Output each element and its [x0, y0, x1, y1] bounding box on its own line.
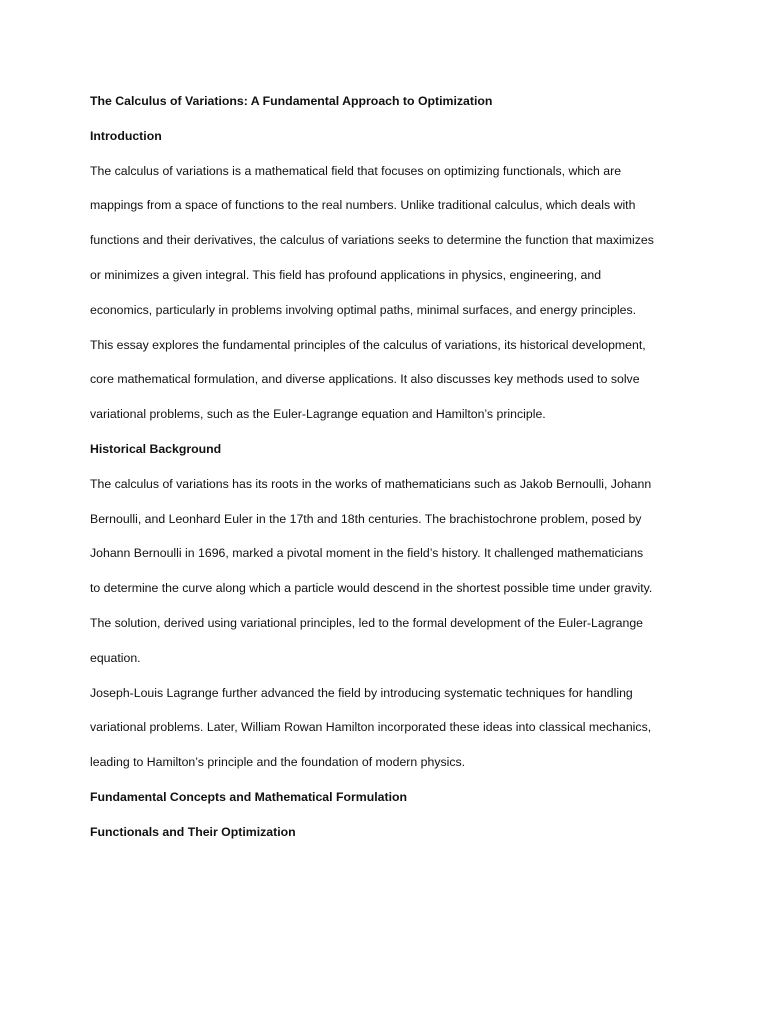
paragraph-line: equation.: [90, 650, 141, 665]
paragraph-line: core mathematical formulation, and diverse applications. It also discusses key methods used to solve: [90, 372, 640, 387]
paragraph-line: leading to Hamilton’s principle and the foundation of modern physics.: [90, 755, 466, 770]
paragraph-line: This essay explores the fundamental principles of the calculus of variations, its historical development,: [90, 337, 646, 352]
section-heading: Functionals and Their Optimization: [90, 824, 296, 839]
paragraph-line: variational problems. Later, William Rowan Hamilton incorporated these ideas into classical mechanics,: [90, 720, 652, 735]
paragraph-line: Joseph-Louis Lagrange further advanced the field by introducing systematic techniques for handling: [90, 685, 633, 700]
section-heading: Fundamental Concepts and Mathematical Formulation: [90, 789, 408, 804]
paragraph-line: The calculus of variations has its roots in the works of mathematicians such as Jakob Bernoulli, Johann: [90, 476, 652, 491]
paragraph-line: or minimizes a given integral. This field has profound applications in physics, engineering, and: [90, 267, 602, 282]
document-body: [90, 91, 690, 857]
section-heading: Introduction: [90, 128, 162, 143]
paragraph-line: functions and their derivatives, the calculus of variations seeks to determine the function that maximizes: [90, 233, 654, 248]
paragraph-line: The calculus of variations is a mathematical field that focuses on optimizing functionals, which are: [90, 163, 622, 178]
paragraph-line: Bernoulli, and Leonhard Euler in the 17th and 18th centuries. The brachistochrone problem, posed by: [90, 511, 642, 526]
paragraph-line: mappings from a space of functions to the real numbers. Unlike traditional calculus, which deals with: [90, 198, 636, 213]
paragraph-line: The solution, derived using variational principles, led to the formal development of the Euler-Lagrange: [90, 615, 643, 630]
paragraph-line: economics, particularly in problems involving optimal paths, minimal surfaces, and energy principles.: [90, 302, 637, 317]
paragraph-line: variational problems, such as the Euler-Lagrange equation and Hamilton’s principle.: [90, 407, 546, 422]
document-title: The Calculus of Variations: A Fundamental Approach to Optimization: [90, 94, 493, 108]
paragraph-line: to determine the curve along which a particle would descend in the shortest possible time under gravity.: [90, 581, 653, 596]
section-heading: Historical Background: [90, 441, 222, 456]
paragraph-line: Johann Bernoulli in 1696, marked a pivotal moment in the field’s history. It challenged mathematicians: [90, 546, 644, 561]
